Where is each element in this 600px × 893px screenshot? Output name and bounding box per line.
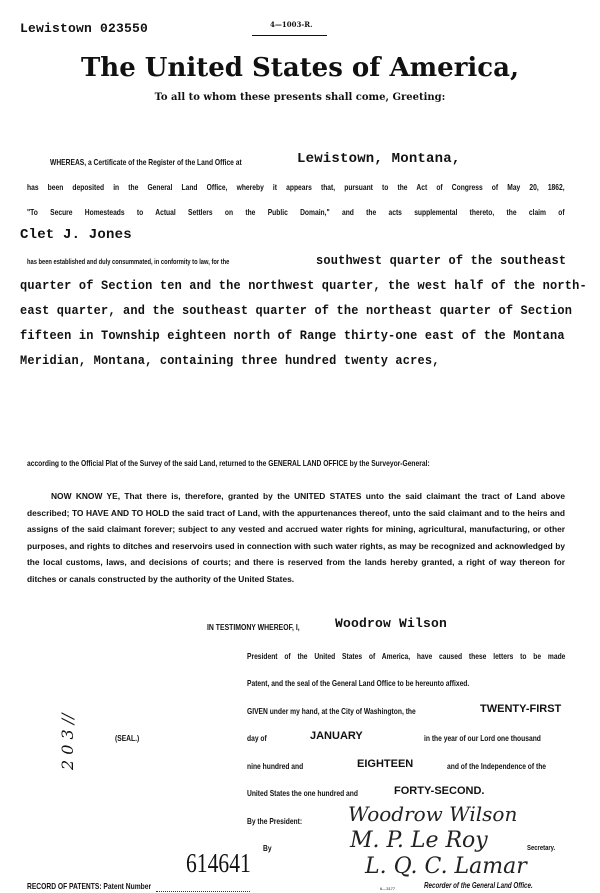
- seal-label: (SEAL.): [115, 733, 140, 743]
- footer-code: 6—3177: [380, 886, 396, 891]
- day-value: TWENTY-FIRST: [480, 703, 562, 715]
- file-reference: Lewistown 023550: [20, 21, 149, 36]
- official-plat-text: according to the Official Plat of the Survey of the said Land, returned to the GENERAL LAND OFFICE by the Surveyor-General:: [27, 458, 430, 468]
- land-description-4: fifteen in Township eighteen north of Range thirty-one east of the Montana: [20, 328, 565, 343]
- land-description-1: southwest quarter of the southeast: [316, 253, 567, 268]
- land-description-2: quarter of Section ten and the northwest quarter, the west half of the north-: [20, 278, 587, 293]
- secretary-label: Secretary.: [527, 843, 556, 852]
- recorder-signature: L. Q. C. Lamar: [365, 854, 527, 879]
- president-signature: Woodrow Wilson: [348, 802, 518, 826]
- deposited-line: has been deposited in the General Land Office, whereby it appears that, pursuant to the Act of Congress of May 20, 1862,: [27, 182, 565, 192]
- by-label: By: [263, 843, 272, 853]
- secretary-signature: M. P. Le Roy: [350, 828, 488, 853]
- independence-text: and of the Independence of the: [447, 761, 547, 771]
- given-text: GIVEN under my hand, at the City of Washington, the: [247, 706, 416, 716]
- land-office: Lewistown, Montana,: [297, 151, 461, 167]
- recorder-label: Recorder of the General Land Office.: [424, 881, 533, 890]
- independence-year: FORTY-SECOND.: [394, 785, 485, 797]
- form-number: 4—1003-R.: [252, 20, 327, 36]
- land-description-3: east quarter, and the southeast quarter of the northeast quarter of Section: [20, 303, 573, 318]
- homestead-line: "To Secure Homesteads to Actual Settlers on the Public Domain," and the acts supplemental thereto, the claim of: [27, 207, 565, 217]
- record-label: RECORD OF PATENTS: Patent Number: [27, 881, 152, 891]
- testimony-line-1: President of the United States of America, have caused these letters to be made: [247, 651, 566, 661]
- document-title: The United States of America,: [80, 53, 520, 83]
- margin-note: 2 0 3 //: [58, 713, 77, 770]
- president-name: Woodrow Wilson: [335, 616, 448, 631]
- patent-number-line: [156, 891, 250, 892]
- testimony-line-2: Patent, and the seal of the General Land Office to be hereunto affixed.: [247, 678, 470, 688]
- established-text: has been established and duly consummated, in conformity to law, for the: [27, 257, 230, 266]
- land-description-5: Meridian, Montana, containing three hundred twenty acres,: [20, 353, 440, 368]
- nine-hundred-text: nine hundred and: [247, 761, 304, 771]
- united-states-text: United States the one hundred and: [247, 788, 358, 798]
- testimony-intro: IN TESTIMONY WHEREOF, I,: [207, 622, 300, 632]
- patent-number: 614641: [186, 848, 251, 878]
- month-value: JANUARY: [310, 730, 363, 742]
- greeting: To all to whom these presents shall come, Greeting:: [154, 92, 446, 103]
- by-president-label: By the President:: [247, 816, 303, 826]
- grant-paragraph: NOW KNOW YE, That there is, therefore, granted by the UNITED STATES unto the said claimant the tract of Land above described; TO HAVE AND TO HOLD the said tract of Land, with the appurtenances thereof, unto the said claimant and to the heirs and assigns of the said claimant forever; subject to any vested and accrued water rights for mining, agricultural, manufacturing, or other purposes, and rights to ditches and reservoirs used in connection with such water rights, as may be recognized and acknowledged by the local customs, laws, and decisions of courts; and there is reserved from the lands hereby granted, a right of way thereon for ditches or canals constructed by the authority of the United States.: [27, 491, 565, 584]
- whereas-text: WHEREAS, a Certificate of the Register of the Land Office at: [50, 157, 242, 167]
- year-value: EIGHTEEN: [357, 758, 414, 770]
- day-of-text: day of: [247, 733, 267, 743]
- year-text: in the year of our Lord one thousand: [424, 733, 541, 743]
- claimant-name: Clet J. Jones: [20, 227, 132, 243]
